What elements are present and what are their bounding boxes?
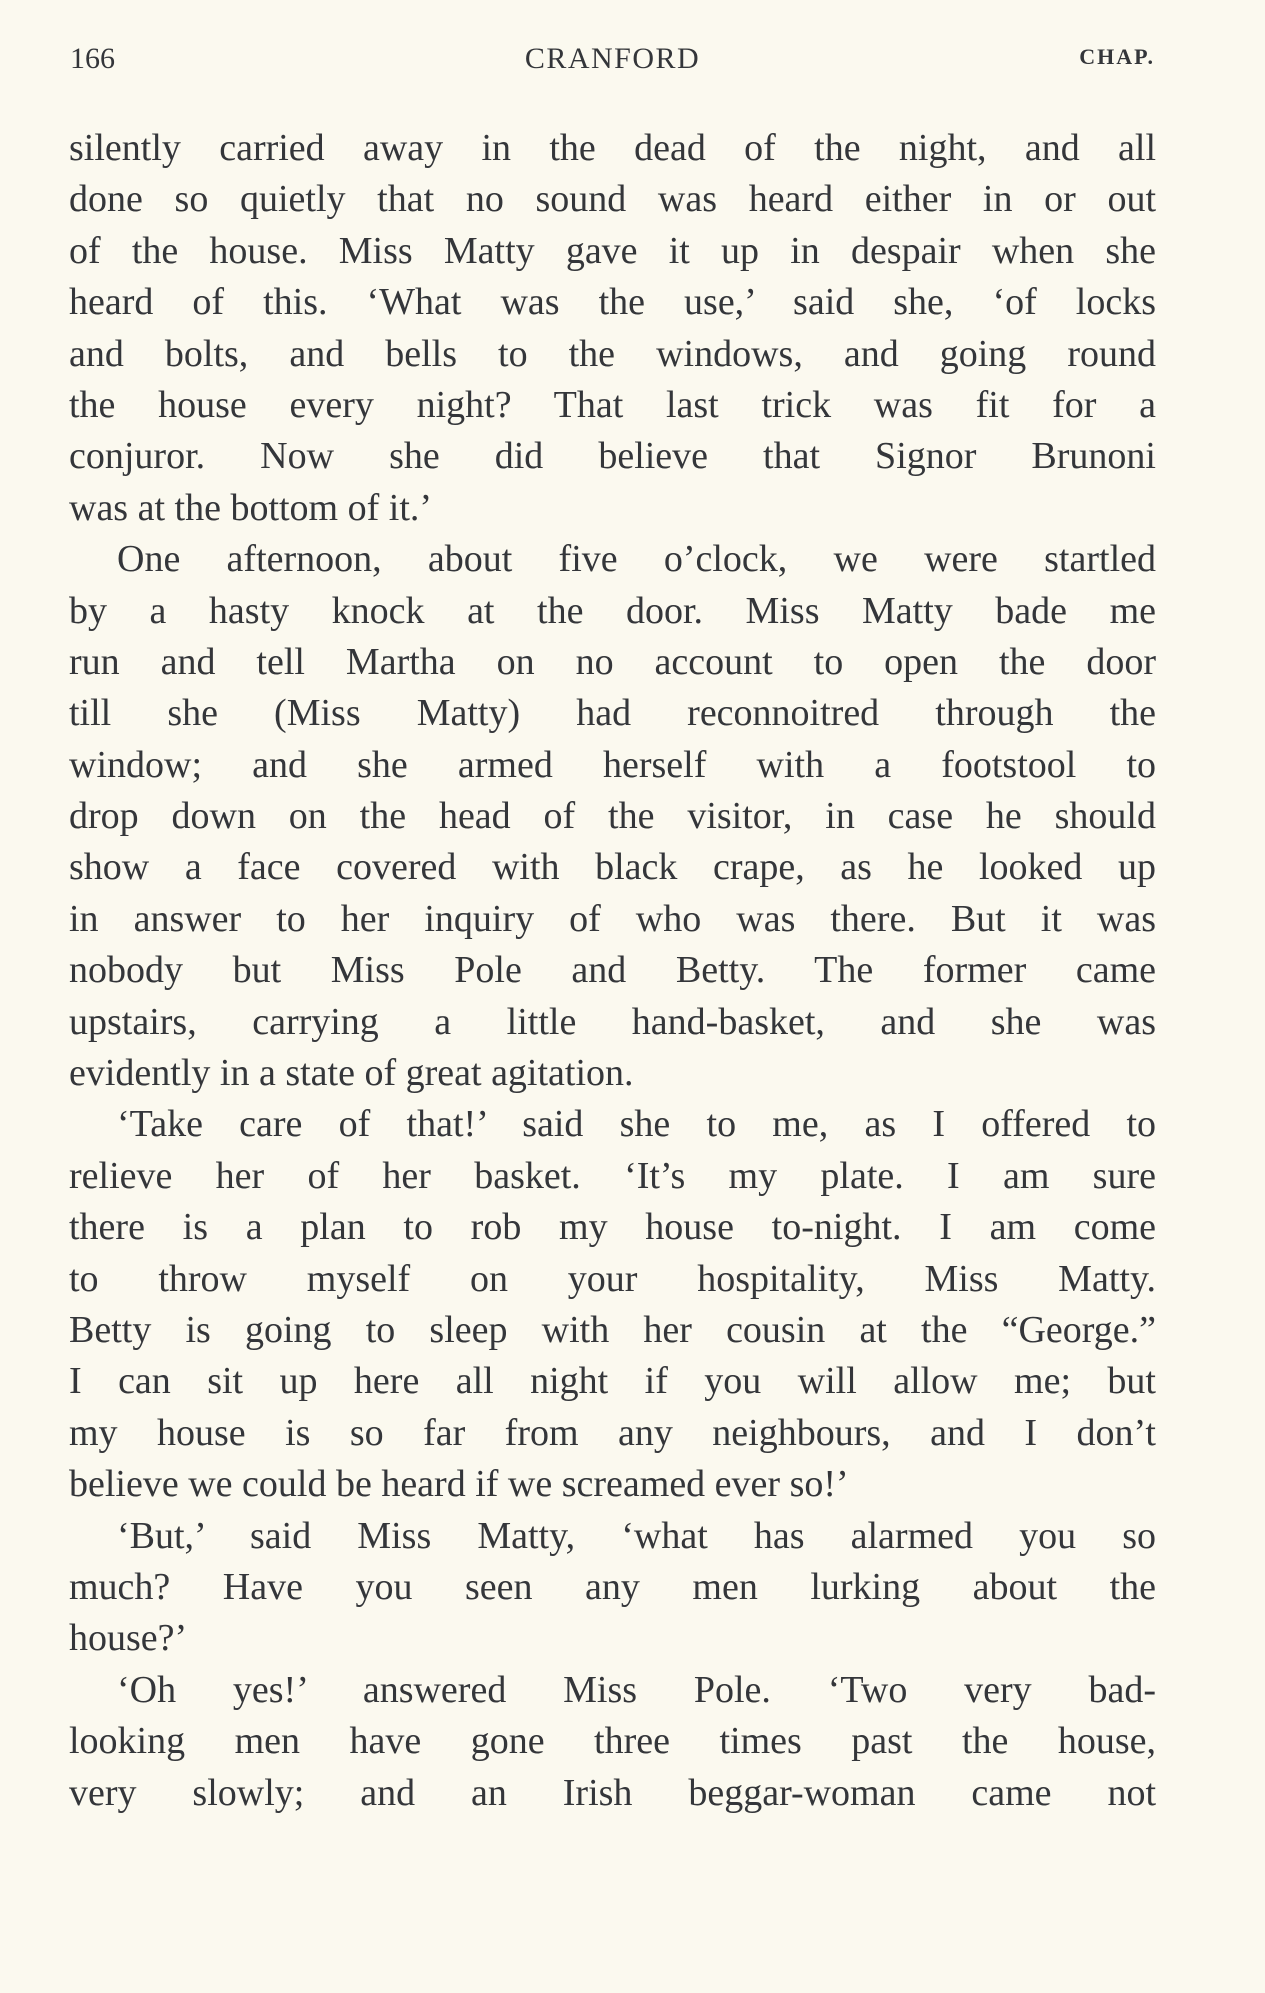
text-line: drop down on the head of the visitor, in case he should <box>69 795 1156 838</box>
text-line: to throw myself on your hospitality, Miss Matty. <box>69 1257 1156 1300</box>
paragraph-start-line: ‘Oh yes!’ answered Miss Pole. ‘Two very bad- <box>117 1668 1156 1711</box>
text-line: show a face covered with black crape, as he looked up <box>69 846 1156 889</box>
chapter-label: CHAP. <box>1079 44 1155 69</box>
text-line: there is a plan to rob my house to-night. I am come <box>69 1206 1156 1249</box>
text-line: silently carried away in the dead of the night, and all <box>69 127 1156 169</box>
text-line: done so quietly that no sound was heard either in or out <box>69 178 1156 221</box>
text-line: of the house. Miss Matty gave it up in despair when she <box>69 229 1156 272</box>
text-line: till she (Miss Matty) had reconnoitred through the <box>69 692 1156 735</box>
text-line: looking men have gone three times past the house, <box>69 1720 1156 1763</box>
text-line: heard of this. ‘What was the use,’ said she, ‘of locks <box>69 281 1156 324</box>
paragraph-end-line: evidently in a state of great agitation. <box>69 1052 634 1095</box>
text-line: Betty is going to sleep with her cousin at the “George.” <box>69 1308 1156 1351</box>
text-line: and bolts, and bells to the windows, and going round <box>69 332 1156 375</box>
text-line: in answer to her inquiry of who was there. But it was <box>69 897 1156 940</box>
text-line: my house is so far from any neighbours, and I don’t <box>69 1411 1156 1454</box>
paragraph-end-line: house?’ <box>69 1617 188 1660</box>
text-line: nobody but Miss Pole and Betty. The former came <box>69 949 1156 992</box>
text-line: conjuror. Now she did believe that Signor Brunoni <box>69 435 1156 478</box>
paragraph-start-line: One afternoon, about five o’clock, we were startled <box>117 538 1156 581</box>
text-line: window; and she armed herself with a footstool to <box>69 743 1156 786</box>
text-line: very slowly; and an Irish beggar-woman came not <box>69 1771 1156 1814</box>
body-text <box>69 123 1156 1819</box>
text-line: the house every night? That last trick was fit for a <box>69 383 1156 426</box>
paragraph-end-line: was at the bottom of it.’ <box>69 486 433 529</box>
running-head <box>70 42 1155 82</box>
paragraph-start-line: ‘Take care of that!’ said she to me, as I offered to <box>117 1103 1156 1146</box>
paragraph-end-line: believe we could be heard if we screamed ever so!’ <box>69 1463 849 1506</box>
text-line: upstairs, carrying a little hand-basket, and she was <box>69 1000 1156 1043</box>
text-line: I can sit up here all night if you will allow me; but <box>69 1360 1156 1403</box>
page-number: 166 <box>70 42 115 75</box>
text-line: much? Have you seen any men lurking about the <box>69 1565 1156 1608</box>
text-line: by a hasty knock at the door. Miss Matty bade me <box>69 589 1156 632</box>
book-title: CRANFORD <box>524 42 701 75</box>
text-line: run and tell Martha on no account to open the door <box>69 640 1156 683</box>
text-line: relieve her of her basket. ‘It’s my plate. I am sure <box>69 1154 1156 1197</box>
paragraph-start-line: ‘But,’ said Miss Matty, ‘what has alarmed you so <box>117 1514 1156 1557</box>
